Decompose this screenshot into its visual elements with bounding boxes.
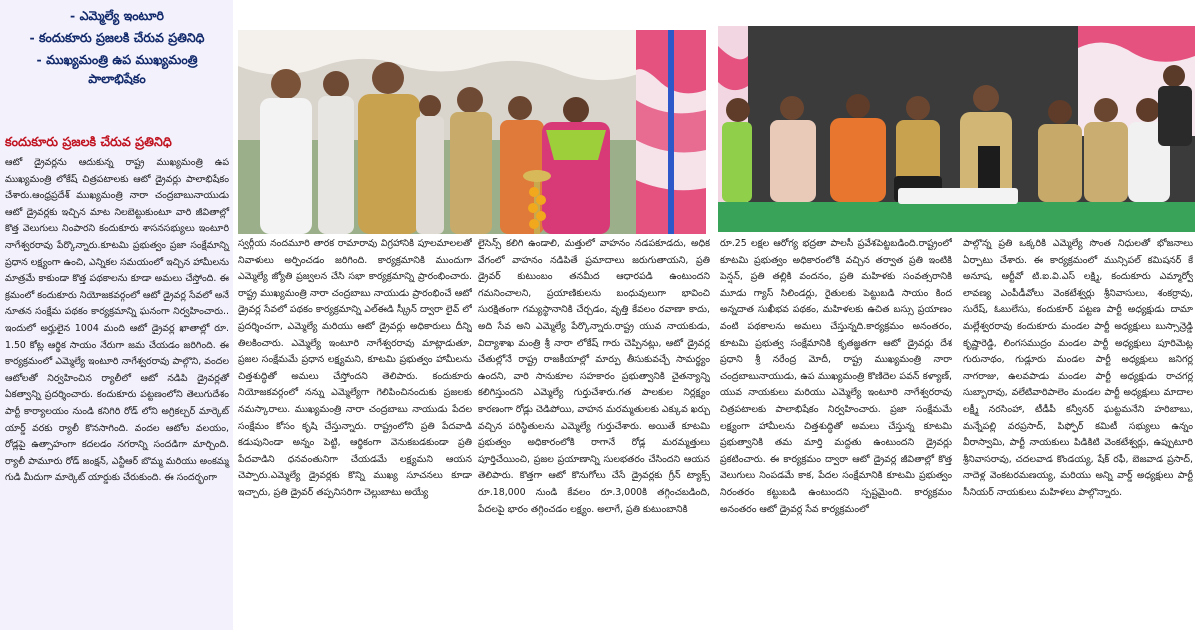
photo-lamp-lighting [238, 30, 706, 234]
highlight-1: - ఎమ్మెల్యే ఇంటూరి [70, 8, 164, 23]
lead-paragraph: ఆటో డ్రైవర్లను ఆదుకున్న రాష్ట్ర ముఖ్యమంత్రి ఉప ముఖ్యమంత్రి లోకేష్ చిత్రపటాలకు ఆటో డ్రైవర్లు పాలాభిషేకం చేశారు.ఆంధ్రప్రదేశ్ ముఖ్యమంత్రి నారా చంద్రబాబునాయుడు ఆటో డ్రైవర్లకు ఇచ్చిన మాట నిలబెట్టుకుంటూ వారి జీవితాల్లో కొత్త వెలుగులు నింపారని కందుకూరు శాసనసభ్యులు ఇంటూరి నాగేశ్వరరావు పేర్కొన్నారు.కూటమి ప్రభుత్వం ప్రజా సంక్షేమాన్ని ప్రధాన లక్ష్యంగా ఉంచి, ఎన్నికల సమయంలో ఇచ్చిన హామీలను మాత్రమే కాకుండా కొత్త పథకాలను కూడా అమలు చేస్తోంది. ఈ క్రమంలో కందుకూరు నియోజకవర్గంలో ఆటో డ్రైవర్ల సేవలో అనే నూతన సంక్షేమ పథకం కార్యక్రమాన్ని ఘనంగా నిర్వహించారు.. ఇందులో అర్హులైన 1004 మంది ఆటో డ్రైవర్ల ఖాతాల్లో రూ. 1.50 కోట్ల ఆర్థిక సాయం నేరుగా జమ చేయడం జరిగింది. ఈ కార్యక్రమంలో ఎమ్మెల్యే ఇంటూరి నాగేశ్వరరావు పాల్గొని, వందల ఆటోలతో నిర్వహించిన ర్యాలీలో ఆటో నడిపి డ్రైవర్లతో ఏకత్వాన్ని ప్రదర్శించారు. కందుకూరు పట్టణంలోని తెలుగుదేశం పార్టీ కార్యాలయం నుండి కనిగిరి రోడ్ లోని అగ్రికల్చర్ మార్కెట్ యార్డ్ వరకు ర్యాలీ కొనసాగింది. వందల ఆటోల వలయం, రోడ్లపై ఉత్సాహంగా కదలడం నగరాన్ని సందడిగా మార్చింది. ర్యాలీ పామూరు రోడ్ జంక్షన్, ఎన్టీఆర్ బొమ్మ మరియు అంకమ్మ గుడి మీదుగా మార్కెట్ యార్డుకు చేరుకుంది. ఈ సందర్భంగా [5, 157, 229, 484]
article-column-5-text: పాల్గొన్న ప్రతి ఒక్కరికి ఎమ్మెల్యే సొంత నిధులతో భోజనాలు ఏర్పాటు చేశారు. ఈ కార్యక్రమంలో మున్సిపల్ కమిషనర్ కే అనూష, ఆర్టీవో టి.ఐ.వి.ఎస్ లక్ష్మి, కందుకూరు ఎమ్మార్వో లావణ్య ఎంపీడీవోలు వెంకటేశ్వర్లు శ్రీనివాసులు, శంకర్రావు, సురేష్, ఓబులేసు, కందుకూర్ పట్టణ పార్టీ అధ్యక్షుడు దామా మల్లేశ్వరరావు కందుకూరు మండల పార్టీ అధ్యక్షులు బుస్సాన్రెడ్డి కృష్ణారెడ్డి, లింగసముద్రం మండల పార్టీ అధ్యక్షులు పూరిమెట్ల గురునాథం, గుడ్లూరు మండల పార్టీ అధ్యక్షులు జనిగర్ల నాగరాజు, ఉలవపాడు మండల పార్టీ అధ్యక్షుడు రాచగర్ల సుబ్బారావు, వలేటివారిపాలెం మండల పార్టీ అధ్యక్షులు మాదాల లక్ష్మీ నరసింహా, టీడీపీ కన్వీనర్ ఘట్టమనేని హరిబాబు, మన్నేపల్లి వరప్రసాద్, పిఫ్ఫోర్ కమిటీ సభ్యులు ఉన్నం వీరాస్వామి, పార్టీ నాయకులు పిడికిటి వెంకటేశ్వర్లు, ఉప్పుటూరి శ్రీనివాసరావు, చదలవాడ కొండయ్య, షేక్ రఫీ, బెజవాడ ప్రసాద్, నాదెళ్ల వెంకటరమణయ్య, మరియు అన్ని వార్డ్ అధ్యక్షులు పార్టీ సీనియర్ నాయకులు మహిళలు పాల్గొన్నారు. [963, 238, 1193, 498]
article-column-4 [720, 236, 952, 630]
article-column-2 [238, 236, 472, 630]
sidebar [0, 0, 233, 630]
subheading: కందుకూరు ప్రజలకి చేరువ ప్రతినిధి [5, 134, 172, 149]
highlights-box [6, 6, 228, 91]
photo-mla-speaking [718, 26, 1195, 232]
highlight-3: - ముఖ్యమంత్రి ఉప ముఖ్యమంత్రి పాలాభిషేకం [36, 52, 198, 86]
photo-mla-speaking-image [718, 26, 1195, 232]
article-column-2-text: స్వర్గీయ నందమూరి తారక రామారావు విగ్రహానికి పూలమాలలతో నివాళులు అర్పించడం జరిగింది. కార్యక్రమానికి ముందుగా ఎమ్మెల్యే జ్యోతి ప్రజ్వలన చేసి సభా కార్యక్రమాన్ని ప్రారంభించారు. రాష్ట్ర ముఖ్యమంత్రి నారా చంద్రబాబు నాయుడు ప్రారంభించే ఆటో డ్రైవర్ల సేవలో పథకం కార్యక్రమాన్ని ఎల్ఈడి స్క్రీన్ ద్వారా లైవ్ లో ప్రదర్శించగా, ఎమ్మెల్యే మరియు ఆటో డ్రైవర్లు అధికారులు దీన్ని తిలకించారు. ఎమ్మెల్యే ఇంటూరి నాగేశ్వరరావు మాట్లాడుతూ, ప్రజల సంక్షేమమే ప్రధాన లక్ష్యమని, కూటమి ప్రభుత్వం హామీలను చిత్తశుద్ధితో అమలు చేస్తోందని తెలిపారు. కందుకూరు నియోజకవర్గంలో నన్ను ఎమ్మెల్యేగా గెలిపించినందుకు ప్రజలకు నమస్కారాలు. ముఖ్యమంత్రి నారా చంద్రబాబు నాయుడు పేదల సంక్షేమం కోసం కృషి చేస్తున్నారు. రాష్ట్రంలోని ప్రతి పేదవాడి కడుపునిండా అన్నం పెట్టి, ఆర్థికంగా వెనుకబడకుండా ప్రతి పేదవాడిని ధనవంతునిగా చేయడమే లక్ష్యమని ఆయన చెప్పారు.ఎమ్మెల్యే డ్రైవర్లకు కొన్ని ముఖ్య సూచనలు కూడా ఇచ్చారు, ప్రతి డ్రైవర్ తప్పనిసరిగా చెల్లుబాటు అయ్యే [238, 238, 472, 498]
article-column-5 [963, 236, 1193, 630]
photo-lamp-lighting-image [238, 30, 706, 234]
article-column-3-text: లైసెన్స్ కలిగి ఉండాలి, మత్తులో వాహనం నడపకూడదు, అధిక వేగంలో వాహనం నడిపితే ప్రమాదాలు జరుగుతాయని, ప్రతి డ్రైవర్ కుటుంబం తనమీద ఆధారపడి ఉంటుందని గమనించాలని, ప్రయాణికులను బంధువులుగా భావించి సురక్షితంగా గమ్యస్థానానికి చేర్చడం, వృత్తి కేవలం రవాణా కాదు, అది సేవ అని ఎమ్మెల్యే పేర్కొన్నారు.రాష్ట్ర యువ నాయకుడు, విద్యాశాఖ మంత్రి శ్రీ నారా లోకేష్ గారు చెప్పినట్లు, ఆటో డ్రైవర్ల చేతుల్లోనే రాష్ట్ర రాజకీయాల్లో మార్పు తీసుకువచ్చే సామర్థ్యం ఉందని, వారి సానుకూల సహకారం ప్రభుత్వానికి చైతన్యాన్ని కలిగిస్తుందని ఎమ్మెల్యే గుర్తుచేశారు.గత పాలకుల నిర్లక్ష్యం కారణంగా రోడ్లు చెడిపోయి, వాహన మరమ్మతులకు ఎక్కువ ఖర్చు వచ్చిన పరిస్థితులను ఎమ్మెల్యే గుర్తుచేశారు. అయితే కూటమి ప్రభుత్వం అధికారంలోకి రాగానే రోడ్ల మరమ్మత్తులు పూర్తిచేయించి, ప్రజల ప్రయాణాన్ని సులభతరం చేసిందని ఆయన తెలిపారు. కొత్తగా ఆటో కొనుగోలు చేసే డ్రైవర్లకు గ్రీన్ ట్యాక్స్ రూ.18,000 నుండి కేవలం రూ.3,000కి తగ్గించబడింది, పేదలపై భారం తగ్గించడం లక్ష్యం. అలాగే, ప్రతి కుటుంబానికి [478, 238, 710, 515]
article-column-3 [478, 236, 710, 630]
highlight-2: - కందుకూరు ప్రజలకి చేరువ ప్రతినిధి [29, 30, 205, 45]
article-column-4-text: రూ.25 లక్షల ఆరోగ్య భద్రతా పాలసీ ప్రవేశపెట్టబడింది.రాష్ట్రంలో కూటమి ప్రభుత్వం అధికారంలోకి వచ్చిన తర్వాత ప్రతి ఇంటికి పెన్షన్, ప్రతి తల్లికి వందనం, ప్రతి మహిళకు సంవత్సరానికి మూడు గ్యాస్ సిలిండర్లు, రైతులకు పెట్టుబడి సాయం కింద అన్నదాత సుఖీభవ పథకం, మహిళలకు ఉచిత బస్సు ప్రయాణం వంటి పథకాలను అమలు చేస్తున్నది.కార్యక్రమం అనంతరం, కూటమి ప్రభుత్వ సంక్షేమానికి కృతజ్ఞతగా ఆటో డ్రైవర్లు దేశ ప్రధాని శ్రీ నరేంద్ర మోదీ, రాష్ట్ర ముఖ్యమంత్రి నారా చంద్రబాబునాయుడు, ఉప ముఖ్యమంత్రి కొణిదెల పవన్ కళ్యాణ్, యువ నాయకులు మరియు ఎమ్మెల్యే ఇంటూరి నాగేశ్వరరావు చిత్రపటాలకు పాలాభిషేకం నిర్వహించారు. ప్రజా సంక్షేమమే లక్ష్యంగా హామీలను చిత్తశుద్ధితో అమలు చేస్తున్న కూటమి ప్రభుత్వానికి తమ మార్తి మద్దతు ఉంటుందని డ్రైవర్లు ప్రకటించారు. ఈ కార్యక్రమం ద్వారా ఆటో డ్రైవర్ల జీవితాల్లో కొత్త వెలుగులు నింపడమే కాక, పేదల సంక్షేమానికి కూటమి ప్రభుత్వం నిరంతరం కట్టుబడి ఉంటుందని స్పష్టమైంది. కార్యక్రమం అనంతరం ఆటో డ్రైవర్ల సేవ కార్యక్రమంలో [720, 238, 952, 515]
